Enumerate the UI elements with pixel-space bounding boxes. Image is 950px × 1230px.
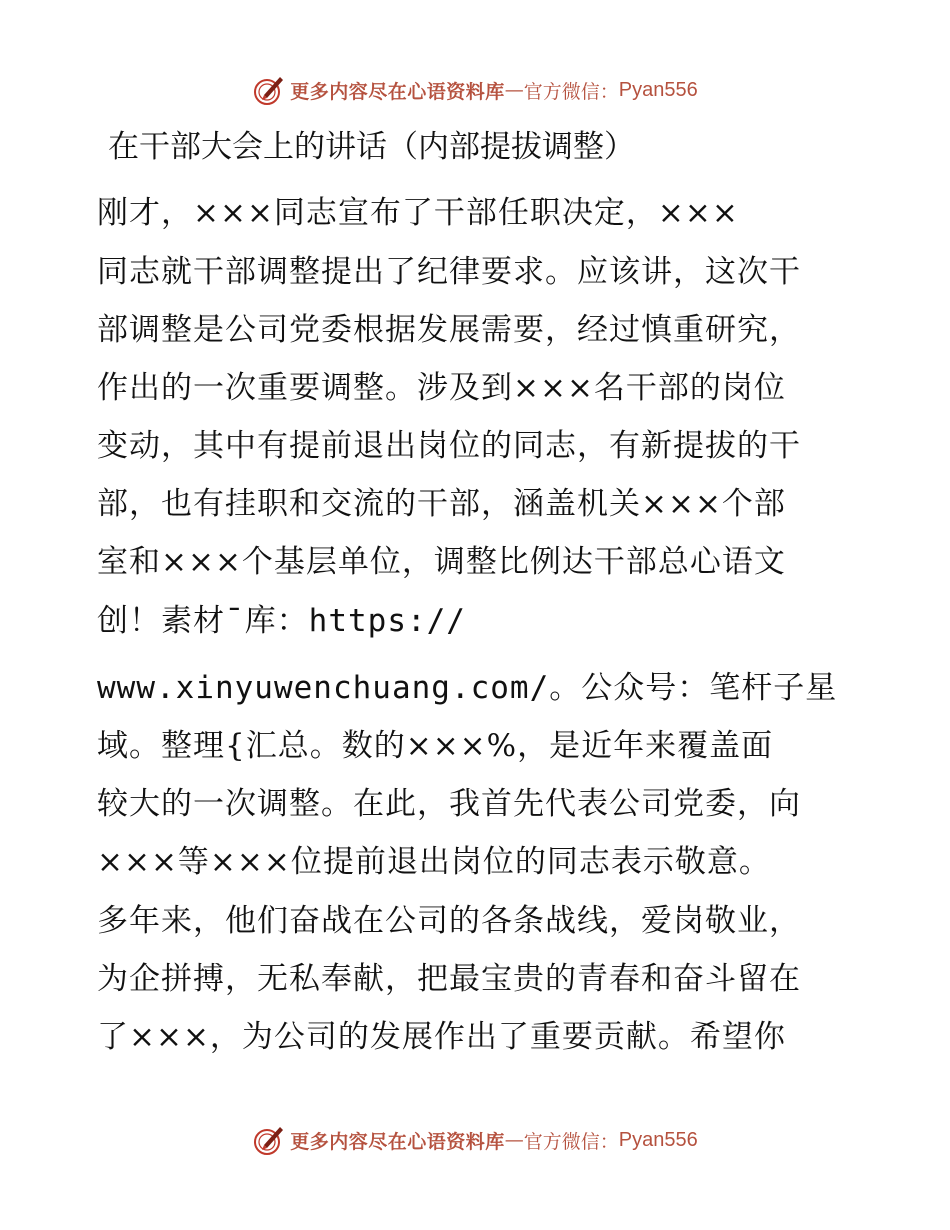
watermark-lead-text: 更多内容尽在心语资料库 xyxy=(290,80,505,103)
body-line: 为企拼搏，无私奉献，把最宝贵的青春和奋斗留在 xyxy=(97,961,801,997)
body-line: ×××等×××位提前退出岗位的同志表示敬意。 xyxy=(97,844,771,880)
document-title: 在干部大会上的讲话（内部提拔调整） xyxy=(108,129,635,165)
watermark-header xyxy=(0,70,950,110)
body-line: 同志就干部调整提出了纪律要求。应该讲，这次干 xyxy=(97,254,801,290)
pen-nib-circle-icon xyxy=(252,1123,286,1157)
watermark-handle: Pyan556 xyxy=(618,1128,698,1151)
body-line: 作出的一次重要调整。涉及到×××名干部的岗位 xyxy=(97,370,786,406)
body-line: 变动，其中有提前退出岗位的同志，有新提拔的干 xyxy=(97,428,801,464)
watermark-footer xyxy=(0,1120,950,1160)
watermark-wechat-label: 官方微信： xyxy=(523,1130,619,1153)
watermark-dash: — xyxy=(504,1129,524,1151)
pen-nib-circle-icon xyxy=(252,73,286,107)
watermark-dash: — xyxy=(504,79,524,101)
body-line: 创！素材¯库：https:// xyxy=(97,603,466,639)
body-line: 部调整是公司党委根据发展需要，经过慎重研究， xyxy=(97,312,801,348)
body-line: www.xinyuwenchuang.com/。公众号：笔杆子星 xyxy=(97,670,838,706)
body-line: 了×××，为公司的发展作出了重要贡献。希望你 xyxy=(97,1019,786,1055)
watermark-lead-text: 更多内容尽在心语资料库 xyxy=(290,1130,505,1153)
body-line: 较大的一次调整。在此，我首先代表公司党委，向 xyxy=(97,786,801,822)
body-line: 室和×××个基层单位，调整比例达干部总心语文 xyxy=(97,544,786,580)
body-line: 部，也有挂职和交流的干部，涵盖机关×××个部 xyxy=(97,486,786,522)
watermark-wechat-label: 官方微信： xyxy=(523,80,619,103)
body-line: 刚才，×××同志宣布了干部任职决定，××× xyxy=(97,195,739,231)
body-line: 多年来，他们奋战在公司的各条战线，爱岗敬业， xyxy=(97,903,801,939)
watermark-handle: Pyan556 xyxy=(618,78,698,101)
body-line: 域。整理{汇总。数的×××%，是近年来覆盖面 xyxy=(97,728,774,764)
